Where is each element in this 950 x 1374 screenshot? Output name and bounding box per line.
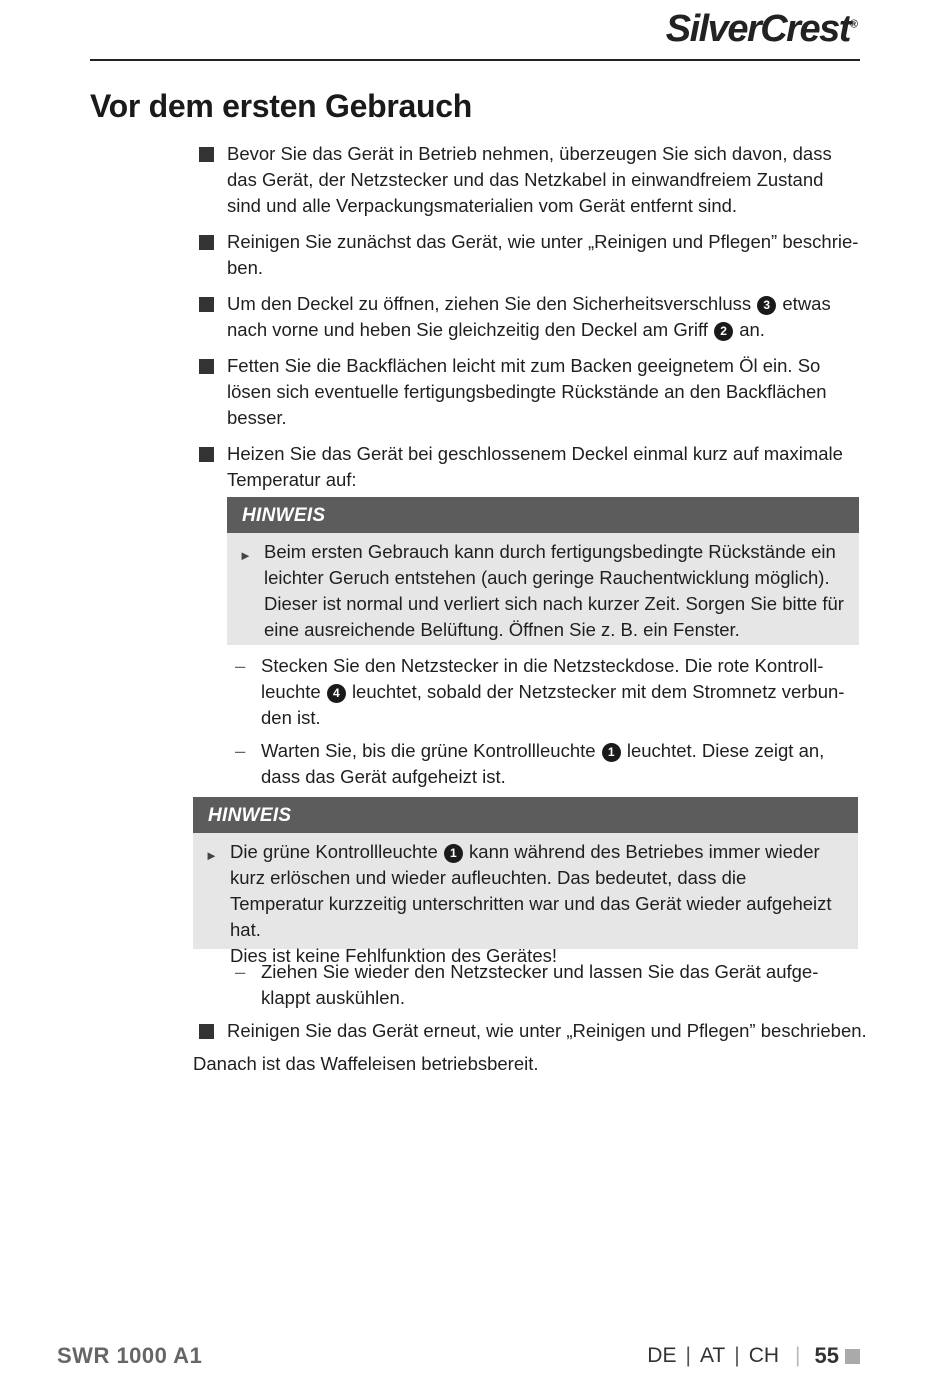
footer-pagination — [647, 1343, 860, 1369]
arrow-right-icon: ► — [205, 848, 218, 863]
model-number: SWR 1000 A1 — [57, 1343, 203, 1368]
country-code: DE — [647, 1344, 677, 1367]
dash-item — [235, 738, 855, 790]
bullet-square-icon — [199, 235, 214, 250]
note-box — [227, 497, 859, 645]
text-segment: leuchtet, sobald der Netzstecker mit dem Stromnetz verbun-den ist. — [261, 681, 845, 728]
list-item — [199, 141, 859, 219]
note-item — [193, 833, 858, 975]
brand-logo — [666, 8, 858, 51]
bullet-square-icon — [199, 297, 214, 312]
part-number-badge: 1 — [602, 743, 621, 762]
note-text: Beim ersten Gebrauch kann durch fertigungsbedingte Rückstände ein leichter Geruch entstehen (auch geringe Rauchentwicklung möglich). Dieser ist normal und verliert sich nach kurzer Zeit. Sorgen Sie bitte für eine ausreichende Belüftung. Öffnen Sie z. B. ein Fenster. — [264, 541, 844, 640]
text-segment: Warten Sie, bis die grüne Kontrollleuchte — [261, 740, 596, 761]
country-code: CH — [748, 1344, 780, 1367]
list-item — [199, 291, 859, 343]
page-marker-square-icon — [845, 1349, 860, 1364]
text-segment: Die grüne Kontrollleuchte — [230, 841, 438, 862]
page-title: Vor dem ersten Gebrauch — [90, 88, 472, 124]
dash-marker: – — [235, 961, 246, 982]
list-item-text: Reinigen Sie das Gerät erneut, wie unter „Reinigen und Pflegen” beschrieben. — [227, 1020, 867, 1041]
brand-logo-text: SilverCrest — [665, 8, 850, 50]
dash-item-text — [261, 738, 855, 790]
part-number-badge: 2 — [714, 322, 733, 341]
closing-text: Danach ist das Waffeleisen betriebsbereit. — [193, 1053, 539, 1074]
dash-marker: – — [235, 740, 246, 761]
text-segment: leuchtet. Diese zeigt an, dass das Gerät aufgeheizt ist. — [261, 740, 825, 787]
list-item — [199, 353, 859, 431]
registered-mark: ® — [849, 18, 858, 31]
part-number-badge: 1 — [444, 844, 463, 863]
dash-item — [235, 959, 855, 1011]
list-item-text: Heizen Sie das Gerät bei geschlossenem Deckel einmal kurz auf maximale Temperatur auf: — [227, 443, 843, 490]
note-heading: HINWEIS — [227, 497, 859, 533]
note-item — [227, 533, 859, 649]
country-code: AT — [699, 1344, 726, 1367]
list-item-text: Fetten Sie die Backflächen leicht mit zum Backen geeignetem Öl ein. So lösen sich eventuelle fertigungsbedingte Rückstände an den Backflächen besser. — [227, 355, 827, 428]
footer-separator: | — [795, 1344, 801, 1367]
note-box — [193, 797, 858, 966]
list-item-text: Bevor Sie das Gerät in Betrieb nehmen, überzeugen Sie sich davon, dass das Gerät, der Netzstecker und das Netzkabel in einwandfreiem Zustand sind und alle Verpackungsmaterialien vom Gerät entfernt sind. — [227, 143, 832, 216]
part-number-badge: 3 — [757, 296, 776, 315]
dash-marker: – — [235, 655, 246, 676]
bullet-square-icon — [199, 1024, 214, 1039]
footer-separator: | — [734, 1344, 740, 1367]
bullet-square-icon — [199, 359, 214, 374]
bullet-square-icon — [199, 147, 214, 162]
header-rule — [90, 59, 860, 61]
text-segment: Um den Deckel zu öffnen, ziehen Sie den Sicherheitsverschluss — [227, 293, 752, 314]
page-number: 55 — [814, 1343, 839, 1368]
arrow-right-icon: ► — [239, 548, 252, 563]
dash-item-text: Ziehen Sie wieder den Netzstecker und lassen Sie das Gerät aufge-klappt auskühlen. — [261, 961, 819, 1008]
dash-item-text — [261, 653, 855, 731]
text-segment: kann während des Betriebes immer wieder kurz erlöschen und wieder aufleuchten. Das bedeutet, dass die Temperatur kurzzeitig unterschritten war und das Gerät wieder aufgeheizt hat. — [230, 841, 832, 940]
part-number-badge: 4 — [327, 684, 346, 703]
dash-item — [235, 653, 855, 731]
text-segment: Stecken Sie den Netzstecker in die Netzsteckdose. Die rote Kontroll-leuchte — [261, 655, 824, 702]
note-text-line: Dies ist keine Fehlfunktion des Gerätes! — [230, 945, 557, 966]
note-heading: HINWEIS — [193, 797, 858, 833]
footer-separator: | — [685, 1344, 691, 1367]
list-item — [199, 441, 859, 493]
bullet-square-icon — [199, 447, 214, 462]
list-item-text — [227, 291, 859, 343]
list-item-text: Reinigen Sie zunächst das Gerät, wie unter „Reinigen und Pflegen” beschrie-ben. — [227, 231, 859, 278]
list-item — [199, 229, 859, 281]
list-item — [199, 1018, 869, 1044]
text-segment: etwas nach vorne und heben Sie gleichzeitig den Deckel am Griff — [227, 293, 831, 340]
text-segment: an. — [739, 319, 765, 340]
